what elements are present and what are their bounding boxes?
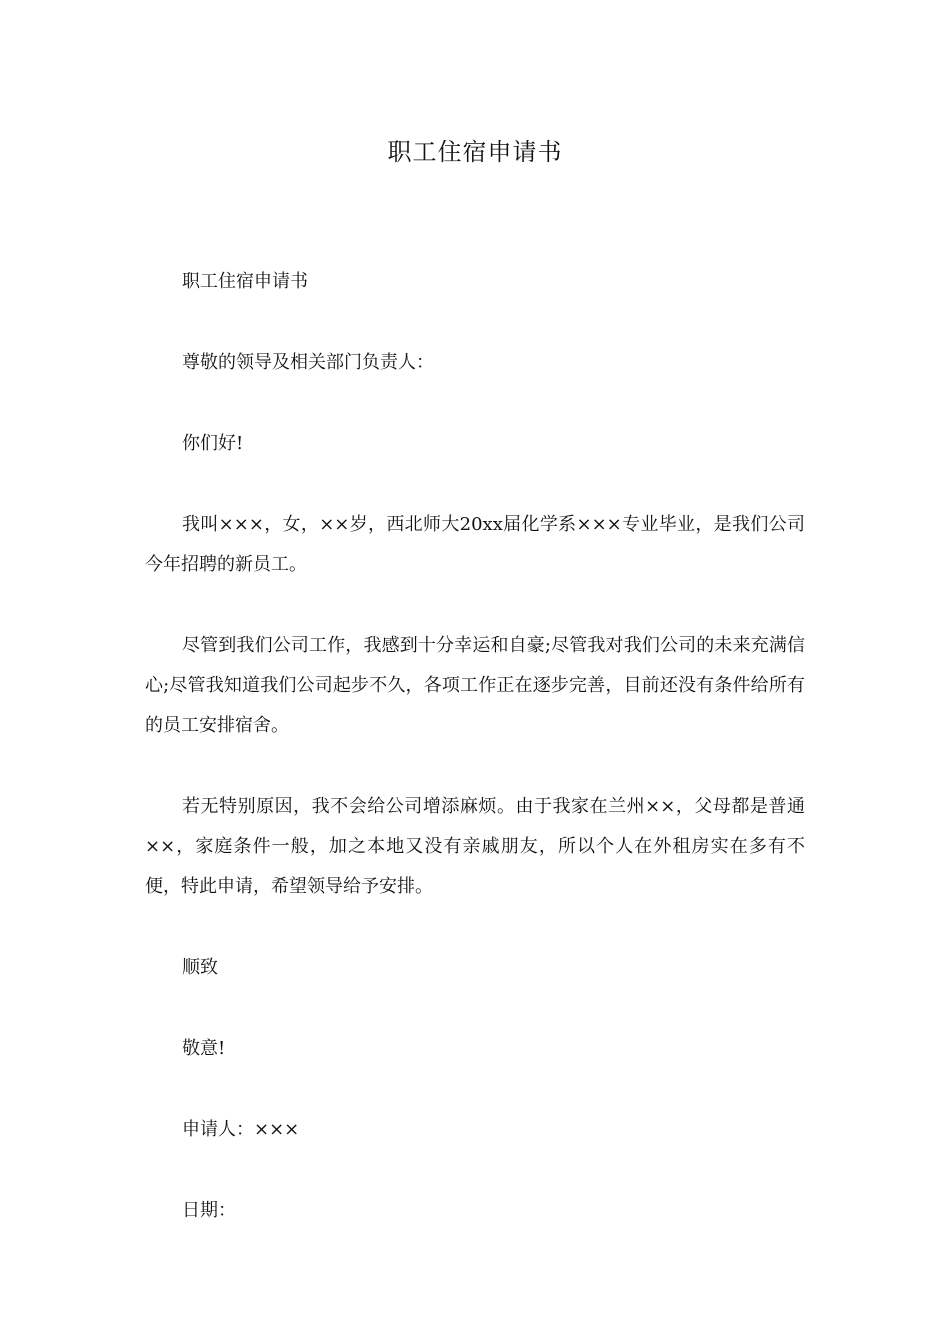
salutation-paragraph: 尊敬的领导及相关部门负责人： (182, 352, 434, 373)
document-body (145, 262, 805, 1272)
applicant-line: 申请人：××× (182, 1119, 300, 1140)
regards-paragraph: 敬意! (182, 1038, 226, 1059)
document-title: 职工住宿申请书 (387, 138, 563, 166)
greeting-paragraph: 你们好! (182, 433, 244, 454)
closing-paragraph: 顺致 (182, 957, 218, 978)
subtitle-paragraph: 职工住宿申请书 (182, 271, 308, 292)
date-line: 日期： (182, 1200, 236, 1221)
situation-paragraph: 尽管到我们公司工作，我感到十分幸运和自豪;尽管我对我们公司的未来充满信心;尽管我知道我们公司起步不久，各项工作正在逐步完善，目前还没有条件给所有的员工安排宿舍。 (145, 635, 805, 736)
introduction-paragraph: 我叫×××，女，××岁，西北师大20xx届化学系×××专业毕业，是我们公司今年招聘的新员工。 (145, 514, 805, 575)
request-paragraph: 若无特别原因，我不会给公司增添麻烦。由于我家在兰州××，父母都是普通××，家庭条件一般，加之本地又没有亲戚朋友，所以个人在外租房实在多有不便，特此申请，希望领导给予安排。 (145, 796, 805, 897)
